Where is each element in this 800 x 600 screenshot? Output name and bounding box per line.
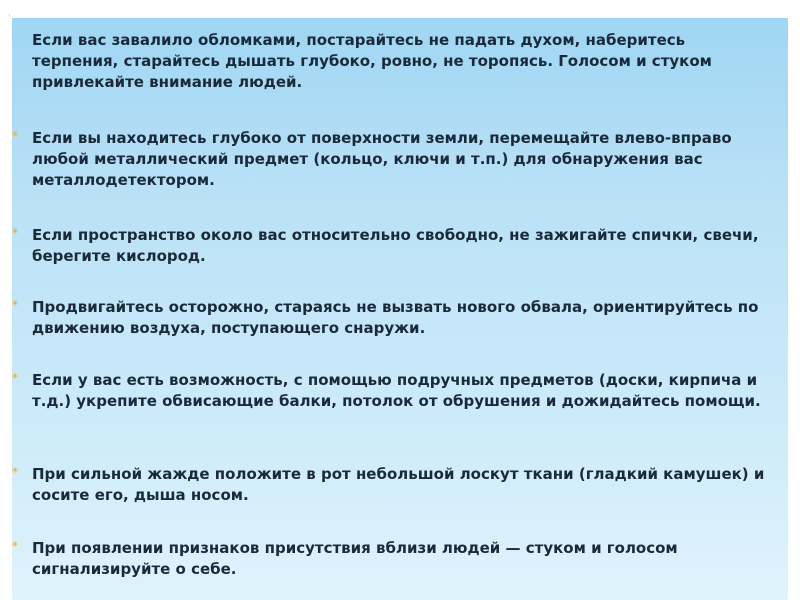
bullet-marker: * [12,371,18,385]
bullet-marker: * [12,129,18,143]
content-panel [8,11,788,600]
bullet-text: Если вас завалило обломками, постарайтесь не падать духом, наберитесь терпения, старайтесь дышать глубоко, ровно, не торопясь. Голосом и стуком привлекайте внимание людей. [32,31,712,91]
bullet-marker: * [12,465,18,479]
bullet-text: Если у вас есть возможность, с помощью подручных предметов (доски, кирпича и т.д.) укрепите обвисающие балки, потолок от обрушения и дожидайтесь помощи. [32,371,761,410]
bullet-marker: * [12,539,18,553]
bullet-text: При появлении признаков присутствия вблизи людей — стуком и голосом сигнализируйте о себе. [32,539,678,578]
bullet-marker: · [8,11,11,20]
bullet-text: Если пространство около вас относительно свободно, не зажигайте спички, свечи, берегите кислород. [32,226,759,265]
bullet-marker: * [12,226,18,240]
bullet-marker: * [12,298,18,312]
bullet-list [8,11,788,600]
bullet-text: При сильной жажде положите в рот небольшой лоскут ткани (гладкий камушек) и сосите его, дыша носом. [32,465,765,504]
bullet-text: Если вы находитесь глубоко от поверхности земли, перемещайте влево-вправо любой металлический предмет (кольцо, ключи и т.п.) для обнаружения вас металлодетектором. [32,129,732,189]
bullet-text: Продвигайтесь осторожно, стараясь не вызвать нового обвала, ориентируйтесь по движению воздуха, поступающего снаружи. [32,298,759,337]
